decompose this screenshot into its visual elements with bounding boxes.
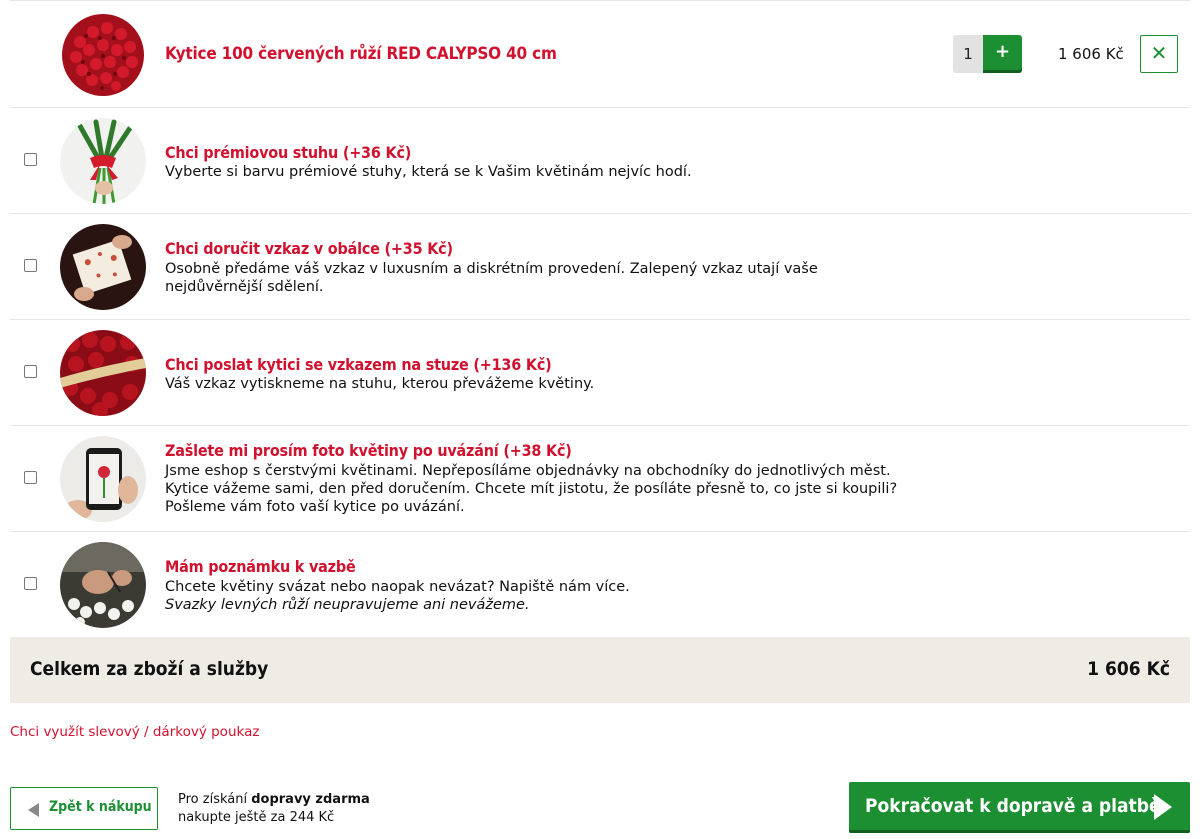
option-description: Jsme eshop s čerstvými květinami. Nepřeposíláme objednávky na obchodníky do jednotlivých měst. Kytice vážeme sami, den před doručením. Chcete mít jistotu, že posíláte přesně to, co jste si koupili? Pošleme vám foto vaší kytice po uvázání. (165, 463, 898, 515)
quantity-input[interactable]: 1 (953, 35, 983, 73)
arrow-left-icon (28, 803, 39, 817)
option-description: Váš vzkaz vytiskneme na stuhu, kterou převážeme květiny. (165, 376, 595, 392)
order-total-bar (10, 637, 1190, 703)
envelope-message-image (60, 224, 146, 310)
option-description (165, 578, 905, 614)
option-title[interactable]: Mám poznámku k vazbě (165, 557, 356, 576)
ribbon-message-image (60, 330, 146, 416)
shipping-prefix: Pro získání (178, 792, 252, 807)
red-rose-bouquet-image (60, 12, 146, 98)
increase-quantity-button[interactable]: + (983, 35, 1022, 73)
option-title[interactable]: Zašlete mi prosím foto květiny po uvázání (+38 Kč) (165, 441, 572, 460)
option-description: Vyberte si barvu prémiové stuhy, která se k Vašim květinám nejvíc hodí. (165, 164, 692, 180)
shipping-remaining: nakupte ještě za 244 Kč (178, 810, 335, 825)
item-price: 1 606 Kč (1058, 45, 1124, 63)
continue-button-label: Pokračovat k dopravě a platbě (865, 795, 1161, 817)
option-description-note: Svazky levných růží neupravujeme ani nevážeme. (165, 597, 530, 613)
option-title[interactable]: Chci poslat kytici se vzkazem na stuze (+136 Kč) (165, 355, 552, 374)
option-checkbox[interactable] (24, 471, 37, 484)
close-icon: ✕ (1150, 41, 1168, 65)
voucher-link[interactable]: Chci využít slevový / dárkový poukaz (10, 724, 260, 740)
option-checkbox[interactable] (24, 365, 37, 378)
arrow-right-icon (1154, 794, 1172, 820)
option-row-envelope (10, 214, 1190, 320)
option-checkbox[interactable] (24, 577, 37, 590)
ribbon-bouquet-image (60, 118, 146, 204)
back-button-label: Zpět k nákupu (49, 799, 152, 815)
option-checkbox[interactable] (24, 153, 37, 166)
quantity-stepper (953, 35, 1022, 73)
option-row-ribbon-message (10, 320, 1190, 426)
option-title[interactable]: Chci doručit vzkaz v obálce (+35 Kč) (165, 239, 453, 258)
continue-to-shipping-button[interactable] (849, 782, 1190, 833)
remove-item-button[interactable] (1140, 35, 1178, 73)
option-row-premium-ribbon (10, 108, 1190, 214)
total-value: 1 606 Kč (1087, 658, 1170, 680)
free-shipping-info (178, 791, 370, 827)
florist-hands-image (60, 542, 146, 628)
phone-photo-image (60, 436, 146, 522)
option-checkbox[interactable] (24, 259, 37, 272)
shipping-highlight: dopravy zdarma (251, 792, 370, 807)
cart-item-row (10, 0, 1190, 108)
option-row-photo (10, 426, 1190, 532)
option-description-text: Chcete květiny svázat nebo naopak nevázat? Napiště nám více. (165, 579, 630, 595)
option-description: Osobně předáme váš vzkaz v luxusním a diskrétním provedení. Zalepený vzkaz utají vaše nejdůvěrnější sdělení. (165, 261, 818, 295)
back-to-shop-button[interactable] (10, 787, 158, 830)
option-title[interactable]: Chci prémiovou stuhu (+36 Kč) (165, 143, 412, 162)
option-row-binding-note (10, 532, 1190, 638)
total-label: Celkem za zboží a služby (30, 658, 269, 680)
product-title[interactable]: Kytice 100 červených růží RED CALYPSO 40 cm (165, 44, 557, 64)
